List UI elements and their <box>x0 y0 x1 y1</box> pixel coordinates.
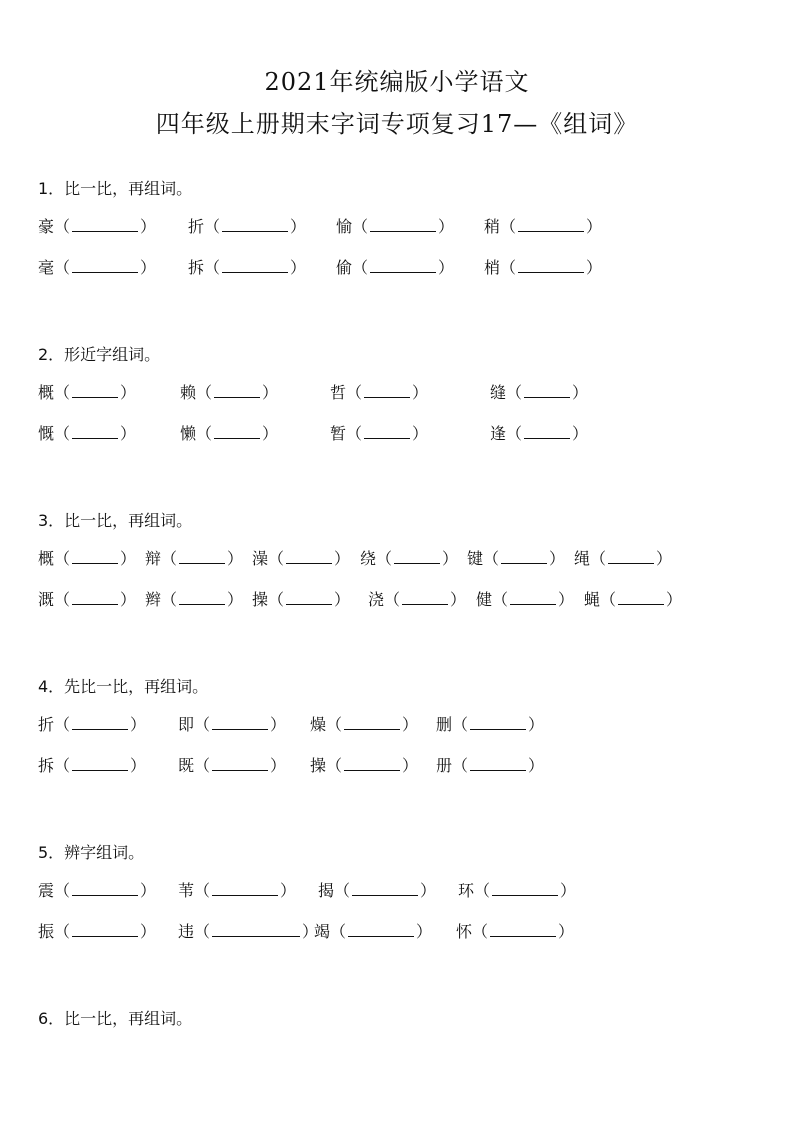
word-row <box>38 755 778 777</box>
char-item: 辩（ ） <box>145 549 244 568</box>
question-heading: 4．先比一比，再组词。 <box>38 677 209 696</box>
char-item: 梢（ ） <box>484 258 603 277</box>
answer-blank[interactable] <box>212 881 278 896</box>
char-item: 违（ ） <box>178 922 319 941</box>
worksheet-title-line-2: 四年级上册期末字词专项复习17—《组词》 <box>155 110 639 138</box>
question-heading: 3．比一比，再组词。 <box>38 511 193 530</box>
char-item: 愉（ ） <box>336 217 455 236</box>
answer-blank[interactable] <box>352 881 418 896</box>
answer-blank[interactable] <box>470 756 526 771</box>
answer-blank[interactable] <box>286 549 332 564</box>
char-item: 赖（ ） <box>180 383 279 402</box>
answer-blank[interactable] <box>518 258 584 273</box>
char-item: 绳（ ） <box>574 549 673 568</box>
answer-blank[interactable] <box>501 549 547 564</box>
char-item: 震（ ） <box>38 881 157 900</box>
answer-blank[interactable] <box>344 756 400 771</box>
word-row <box>38 921 778 943</box>
answer-blank[interactable] <box>364 424 410 439</box>
char-item: 哲（ ） <box>330 383 429 402</box>
char-item: 操（ ） <box>310 756 419 775</box>
char-item: 环（ ） <box>458 881 577 900</box>
answer-blank[interactable] <box>72 590 118 605</box>
char-item: 健（ ） <box>476 590 575 609</box>
word-row <box>38 423 778 445</box>
question-heading: 1．比一比，再组词。 <box>38 179 193 198</box>
word-row <box>38 382 778 404</box>
answer-blank[interactable] <box>212 756 268 771</box>
question-heading: 2．形近字组词。 <box>38 345 161 364</box>
char-item: 蝇（ ） <box>584 590 683 609</box>
char-item: 折（ ） <box>38 715 147 734</box>
char-item: 缝（ ） <box>490 383 589 402</box>
char-item: 毫（ ） <box>38 258 157 277</box>
answer-blank[interactable] <box>72 217 138 232</box>
char-item: 浇（ ） <box>368 590 467 609</box>
word-row <box>38 548 778 570</box>
answer-blank[interactable] <box>179 590 225 605</box>
answer-blank[interactable] <box>608 549 654 564</box>
char-item: 偷（ ） <box>336 258 455 277</box>
char-item: 概（ ） <box>38 549 137 568</box>
char-item: 燥（ ） <box>310 715 419 734</box>
char-item: 竭（ ） <box>314 922 433 941</box>
char-item: 既（ ） <box>178 756 287 775</box>
answer-blank[interactable] <box>72 424 118 439</box>
char-item: 删（ ） <box>436 715 545 734</box>
answer-blank[interactable] <box>72 756 128 771</box>
char-item: 拆（ ） <box>38 756 147 775</box>
char-item: 澡（ ） <box>252 549 351 568</box>
word-row <box>38 880 778 902</box>
answer-blank[interactable] <box>470 715 526 730</box>
answer-blank[interactable] <box>222 258 288 273</box>
char-item: 即（ ） <box>178 715 287 734</box>
char-item: 怀（ ） <box>456 922 575 941</box>
char-item: 暂（ ） <box>330 424 429 443</box>
answer-blank[interactable] <box>72 922 138 937</box>
answer-blank[interactable] <box>72 258 138 273</box>
word-row <box>38 257 778 279</box>
char-item: 稍（ ） <box>484 217 603 236</box>
answer-blank[interactable] <box>490 922 556 937</box>
answer-blank[interactable] <box>618 590 664 605</box>
char-item: 键（ ） <box>467 549 566 568</box>
answer-blank[interactable] <box>524 383 570 398</box>
word-row <box>38 714 778 736</box>
word-row <box>38 216 778 238</box>
answer-blank[interactable] <box>348 922 414 937</box>
answer-blank[interactable] <box>179 549 225 564</box>
char-item: 折（ ） <box>188 217 307 236</box>
char-item: 绕（ ） <box>360 549 459 568</box>
word-row <box>38 589 778 611</box>
answer-blank[interactable] <box>222 217 288 232</box>
answer-blank[interactable] <box>364 383 410 398</box>
char-item: 拆（ ） <box>188 258 307 277</box>
answer-blank[interactable] <box>212 922 300 937</box>
char-item: 溉（ ） <box>38 590 137 609</box>
question-heading: 5．辨字组词。 <box>38 843 145 862</box>
answer-blank[interactable] <box>286 590 332 605</box>
answer-blank[interactable] <box>212 715 268 730</box>
char-item: 苇（ ） <box>178 881 297 900</box>
answer-blank[interactable] <box>492 881 558 896</box>
char-item: 辫（ ） <box>145 590 244 609</box>
answer-blank[interactable] <box>518 217 584 232</box>
char-item: 豪（ ） <box>38 217 157 236</box>
char-item: 慨（ ） <box>38 424 137 443</box>
worksheet-title-line-1: 2021年统编版小学语文 <box>264 68 530 96</box>
answer-blank[interactable] <box>72 715 128 730</box>
char-item: 懒（ ） <box>180 424 279 443</box>
answer-blank[interactable] <box>510 590 556 605</box>
answer-blank[interactable] <box>370 258 436 273</box>
answer-blank[interactable] <box>72 549 118 564</box>
answer-blank[interactable] <box>214 383 260 398</box>
char-item: 操（ ） <box>252 590 351 609</box>
answer-blank[interactable] <box>524 424 570 439</box>
answer-blank[interactable] <box>394 549 440 564</box>
char-item: 册（ ） <box>436 756 545 775</box>
char-item: 揭（ ） <box>318 881 437 900</box>
answer-blank[interactable] <box>72 383 118 398</box>
answer-blank[interactable] <box>402 590 448 605</box>
answer-blank[interactable] <box>72 881 138 896</box>
char-item: 概（ ） <box>38 383 137 402</box>
answer-blank[interactable] <box>344 715 400 730</box>
char-item: 振（ ） <box>38 922 157 941</box>
answer-blank[interactable] <box>214 424 260 439</box>
answer-blank[interactable] <box>370 217 436 232</box>
question-heading: 6．比一比，再组词。 <box>38 1009 193 1028</box>
char-item: 逢（ ） <box>490 424 589 443</box>
